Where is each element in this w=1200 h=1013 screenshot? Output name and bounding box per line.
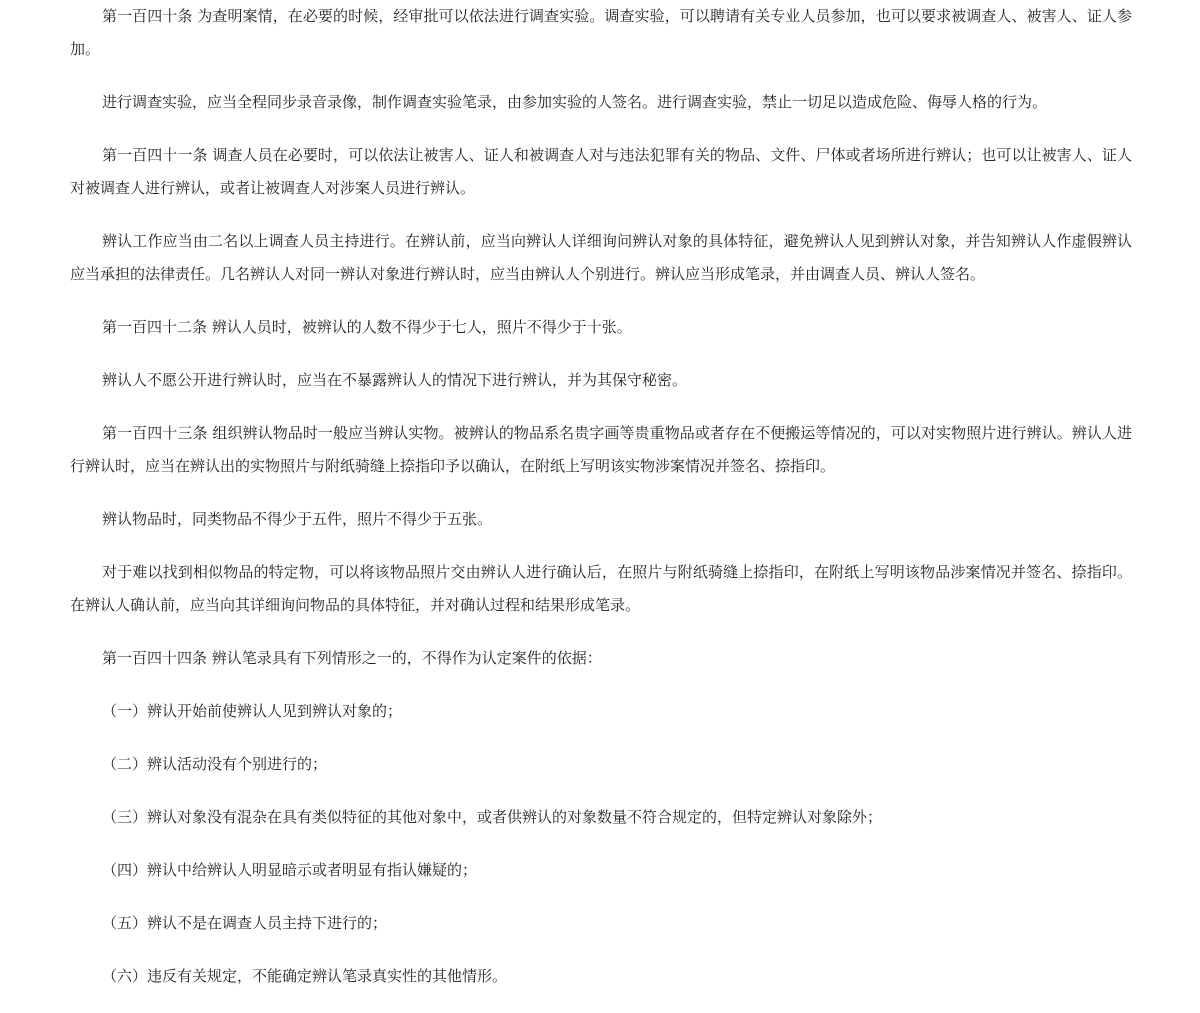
paragraph-article-140: 第一百四十条 为查明案情，在必要的时候，经审批可以依法进行调查实验。调查实验，可以聘请有关专业人员参加，也可以要求被调查人、被害人、证人参加。 — [70, 7, 1132, 58]
list-item-6: （六）违反有关规定，不能确定辨认笔录真实性的其他情形。 — [102, 967, 508, 985]
paragraph-confidential-identification: 辨认人不愿公开进行辨认时，应当在不暴露辨认人的情况下进行辨认，并为其保守秘密。 — [102, 371, 688, 389]
list-item-5: （五）辨认不是在调查人员主持下进行的； — [102, 914, 388, 932]
paragraph-specific-item: 对于难以找到相似物品的特定物，可以将该物品照片交由辨认人进行确认后，在照片与附纸骑缝上捺指印，在附纸上写明该物品涉案情况并签名、捺指印。在辨认人确认前，应当向其详细询问物品的具体特征，并对确认过程和结果形成笔录。 — [70, 563, 1132, 614]
paragraph-article-144: 第一百四十四条 辨认笔录具有下列情形之一的，不得作为认定案件的依据： — [102, 649, 602, 667]
paragraph-identification-procedure: 辨认工作应当由二名以上调查人员主持进行。在辨认前，应当向辨认人详细询问辨认对象的具体特征，避免辨认人见到辨认对象，并告知辨认人作虚假辨认应当承担的法律责任。几名辨认人对同一辨认对象进行辨认时，应当由辨认人个别进行。辨认应当形成笔录，并由调查人员、辨认人签名。 — [70, 232, 1132, 283]
paragraph-item-count: 辨认物品时，同类物品不得少于五件，照片不得少于五张。 — [102, 510, 493, 528]
document-body — [70, 0, 1132, 1013]
paragraph-article-142: 第一百四十二条 辨认人员时，被辨认的人数不得少于七人，照片不得少于十张。 — [102, 318, 632, 336]
paragraph-article-141: 第一百四十一条 调查人员在必要时，可以依法让被害人、证人和被调查人对与违法犯罪有关的物品、文件、尸体或者场所进行辨认；也可以让被害人、证人对被调查人进行辨认，或者让被调查人对涉案人员进行辨认。 — [70, 146, 1132, 197]
paragraph-experiment-recording: 进行调查实验，应当全程同步录音录像，制作调查实验笔录，由参加实验的人签名。进行调查实验，禁止一切足以造成危险、侮辱人格的行为。 — [102, 93, 1048, 111]
list-item-1: （一）辨认开始前使辨认人见到辨认对象的； — [102, 702, 403, 720]
list-item-4: （四）辨认中给辨认人明显暗示或者明显有指认嫌疑的； — [102, 861, 478, 879]
list-item-2: （二）辨认活动没有个别进行的； — [102, 755, 328, 773]
list-item-3: （三）辨认对象没有混杂在具有类似特征的其他对象中，或者供辨认的对象数量不符合规定的，但特定辨认对象除外； — [102, 808, 883, 826]
paragraph-article-143: 第一百四十三条 组织辨认物品时一般应当辨认实物。被辨认的物品系名贵字画等贵重物品或者存在不便搬运等情况的，可以对实物照片进行辨认。辨认人进行辨认时，应当在辨认出的实物照片与附纸骑缝上捺指印予以确认，在附纸上写明该实物涉案情况并签名、捺指印。 — [70, 424, 1132, 475]
